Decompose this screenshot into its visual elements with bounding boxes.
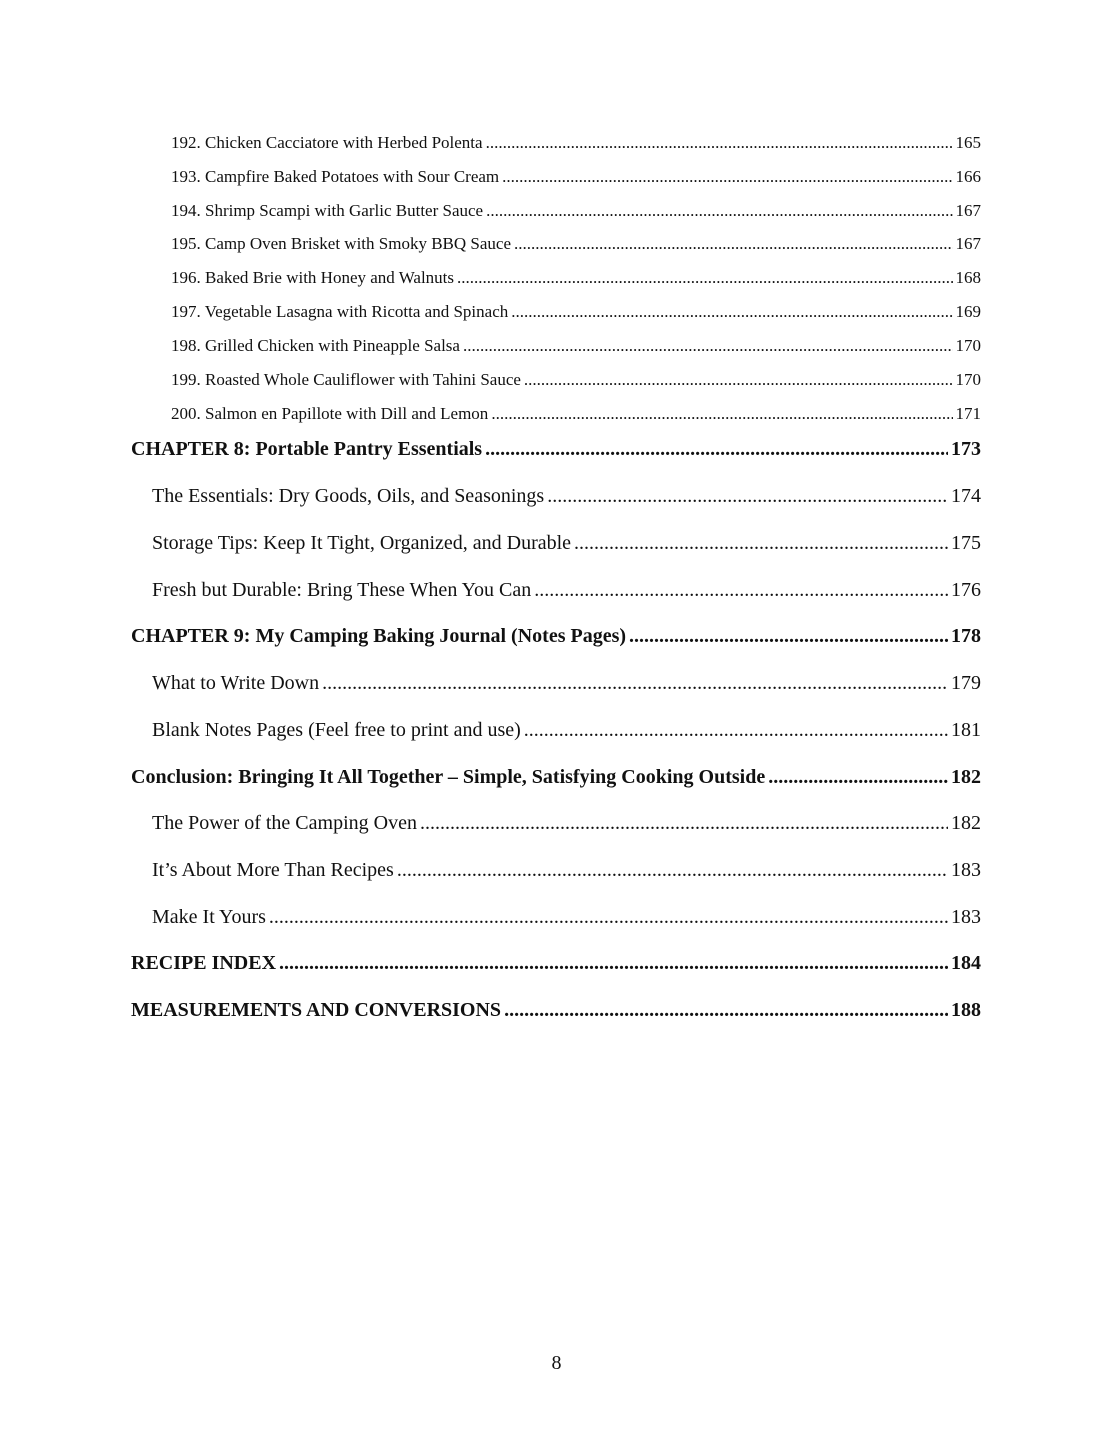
toc-section-entry[interactable] <box>152 483 981 509</box>
toc-entry-title: CHAPTER 8: Portable Pantry Essentials <box>131 438 483 460</box>
dot-leader <box>574 530 948 556</box>
dot-leader <box>768 764 948 790</box>
toc-recipe-entry[interactable] <box>171 267 981 289</box>
toc-section-entry[interactable] <box>152 810 981 836</box>
dot-leader <box>420 810 948 836</box>
dot-leader <box>485 436 948 462</box>
toc-entry-page: 184 <box>951 952 981 974</box>
dot-leader <box>486 132 953 154</box>
toc-entry-page: 183 <box>951 906 981 928</box>
toc-section-entry[interactable] <box>152 857 981 883</box>
dot-leader <box>524 717 948 743</box>
dot-leader <box>534 577 948 603</box>
toc-recipe-entry[interactable] <box>171 335 981 357</box>
toc-entry-page: 178 <box>951 625 981 647</box>
toc-chapter-8[interactable] <box>131 436 981 462</box>
dot-leader <box>322 670 948 696</box>
page-number: 8 <box>551 1352 562 1374</box>
toc-entry-page: 166 <box>955 167 981 186</box>
toc-entry-title: The Power of the Camping Oven <box>152 812 417 834</box>
toc-recipe-entry[interactable] <box>171 403 981 425</box>
toc-recipe-index[interactable] <box>131 950 981 976</box>
toc-entry-title: 192. Chicken Cacciatore with Herbed Polenta <box>171 133 483 152</box>
toc-entry-page: 176 <box>951 579 981 601</box>
toc-entry-page: 175 <box>951 532 981 554</box>
toc-entry-page: 173 <box>951 438 981 460</box>
dot-leader <box>629 623 948 649</box>
toc-entry-title: The Essentials: Dry Goods, Oils, and Seasonings <box>152 485 545 507</box>
toc-entry-title: Conclusion: Bringing It All Together – Simple, Satisfying Cooking Outside <box>131 766 766 788</box>
toc-entry-title: 199. Roasted Whole Cauliflower with Tahini Sauce <box>171 370 521 389</box>
toc-recipe-entry[interactable] <box>171 233 981 255</box>
toc-entry-title: 194. Shrimp Scampi with Garlic Butter Sauce <box>171 201 484 220</box>
toc-recipe-entry[interactable] <box>171 166 981 188</box>
toc-entry-title: 195. Camp Oven Brisket with Smoky BBQ Sauce <box>171 234 511 253</box>
dot-leader <box>547 483 948 509</box>
toc-section-entry[interactable] <box>152 577 981 603</box>
toc-entry-page: 183 <box>951 859 981 881</box>
toc-entry-title: Blank Notes Pages (Feel free to print and use) <box>152 719 521 741</box>
toc-entry-title: 198. Grilled Chicken with Pineapple Salsa <box>171 336 460 355</box>
dot-leader <box>463 335 953 357</box>
dot-leader <box>502 166 952 188</box>
toc-section-entry[interactable] <box>152 670 981 696</box>
toc-conclusion[interactable] <box>131 764 981 790</box>
toc-entry-title: What to Write Down <box>152 672 320 694</box>
toc-entry-page: 181 <box>951 719 981 741</box>
toc-entry-page: 174 <box>951 485 981 507</box>
dot-leader <box>514 233 953 255</box>
toc-entry-page: 168 <box>955 268 981 287</box>
dot-leader <box>486 200 952 222</box>
toc-entry-title: It’s About More Than Recipes <box>152 859 394 881</box>
toc-recipe-entry[interactable] <box>171 200 981 222</box>
dot-leader <box>397 857 948 883</box>
toc-entry-page: 167 <box>955 201 981 220</box>
toc-section-entry[interactable] <box>152 717 981 743</box>
toc-chapter-9[interactable] <box>131 623 981 649</box>
toc-section-entry[interactable] <box>152 904 981 930</box>
dot-leader <box>504 997 948 1023</box>
toc-entry-title: Make It Yours <box>152 906 266 928</box>
toc-entry-page: 167 <box>955 234 981 253</box>
dot-leader <box>491 403 952 425</box>
toc-recipe-entry[interactable] <box>171 301 981 323</box>
toc-recipe-entry[interactable] <box>171 132 981 154</box>
toc-recipe-entry[interactable] <box>171 369 981 391</box>
dot-leader <box>457 267 952 289</box>
dot-leader <box>279 950 948 976</box>
toc-entry-title: Storage Tips: Keep It Tight, Organized, and Durable <box>152 532 572 554</box>
toc-entry-page: 179 <box>951 672 981 694</box>
toc-entry-title: CHAPTER 9: My Camping Baking Journal (Notes Pages) <box>131 625 627 647</box>
dot-leader <box>511 301 952 323</box>
dot-leader <box>524 369 953 391</box>
toc-entry-title: MEASUREMENTS AND CONVERSIONS <box>131 999 502 1021</box>
toc-entry-page: 165 <box>955 133 981 152</box>
toc-entry-title: 193. Campfire Baked Potatoes with Sour Cream <box>171 167 500 186</box>
toc-entry-title: 197. Vegetable Lasagna with Ricotta and Spinach <box>171 302 509 321</box>
dot-leader <box>269 904 948 930</box>
toc-entry-page: 169 <box>955 302 981 321</box>
toc-entry-page: 170 <box>955 336 981 355</box>
toc-measurements[interactable] <box>131 997 981 1023</box>
toc-entry-page: 188 <box>951 999 981 1021</box>
toc-entry-title: 196. Baked Brie with Honey and Walnuts <box>171 268 455 287</box>
toc-entry-title: RECIPE INDEX <box>131 952 277 974</box>
toc-entry-title: Fresh but Durable: Bring These When You Can <box>152 579 532 601</box>
toc-entry-page: 171 <box>955 404 981 423</box>
toc-entry-page: 182 <box>951 766 981 788</box>
toc-entry-page: 170 <box>955 370 981 389</box>
toc-entry-title: 200. Salmon en Papillote with Dill and Lemon <box>171 404 489 423</box>
toc-entry-page: 182 <box>951 812 981 834</box>
toc-section-entry[interactable] <box>152 530 981 556</box>
